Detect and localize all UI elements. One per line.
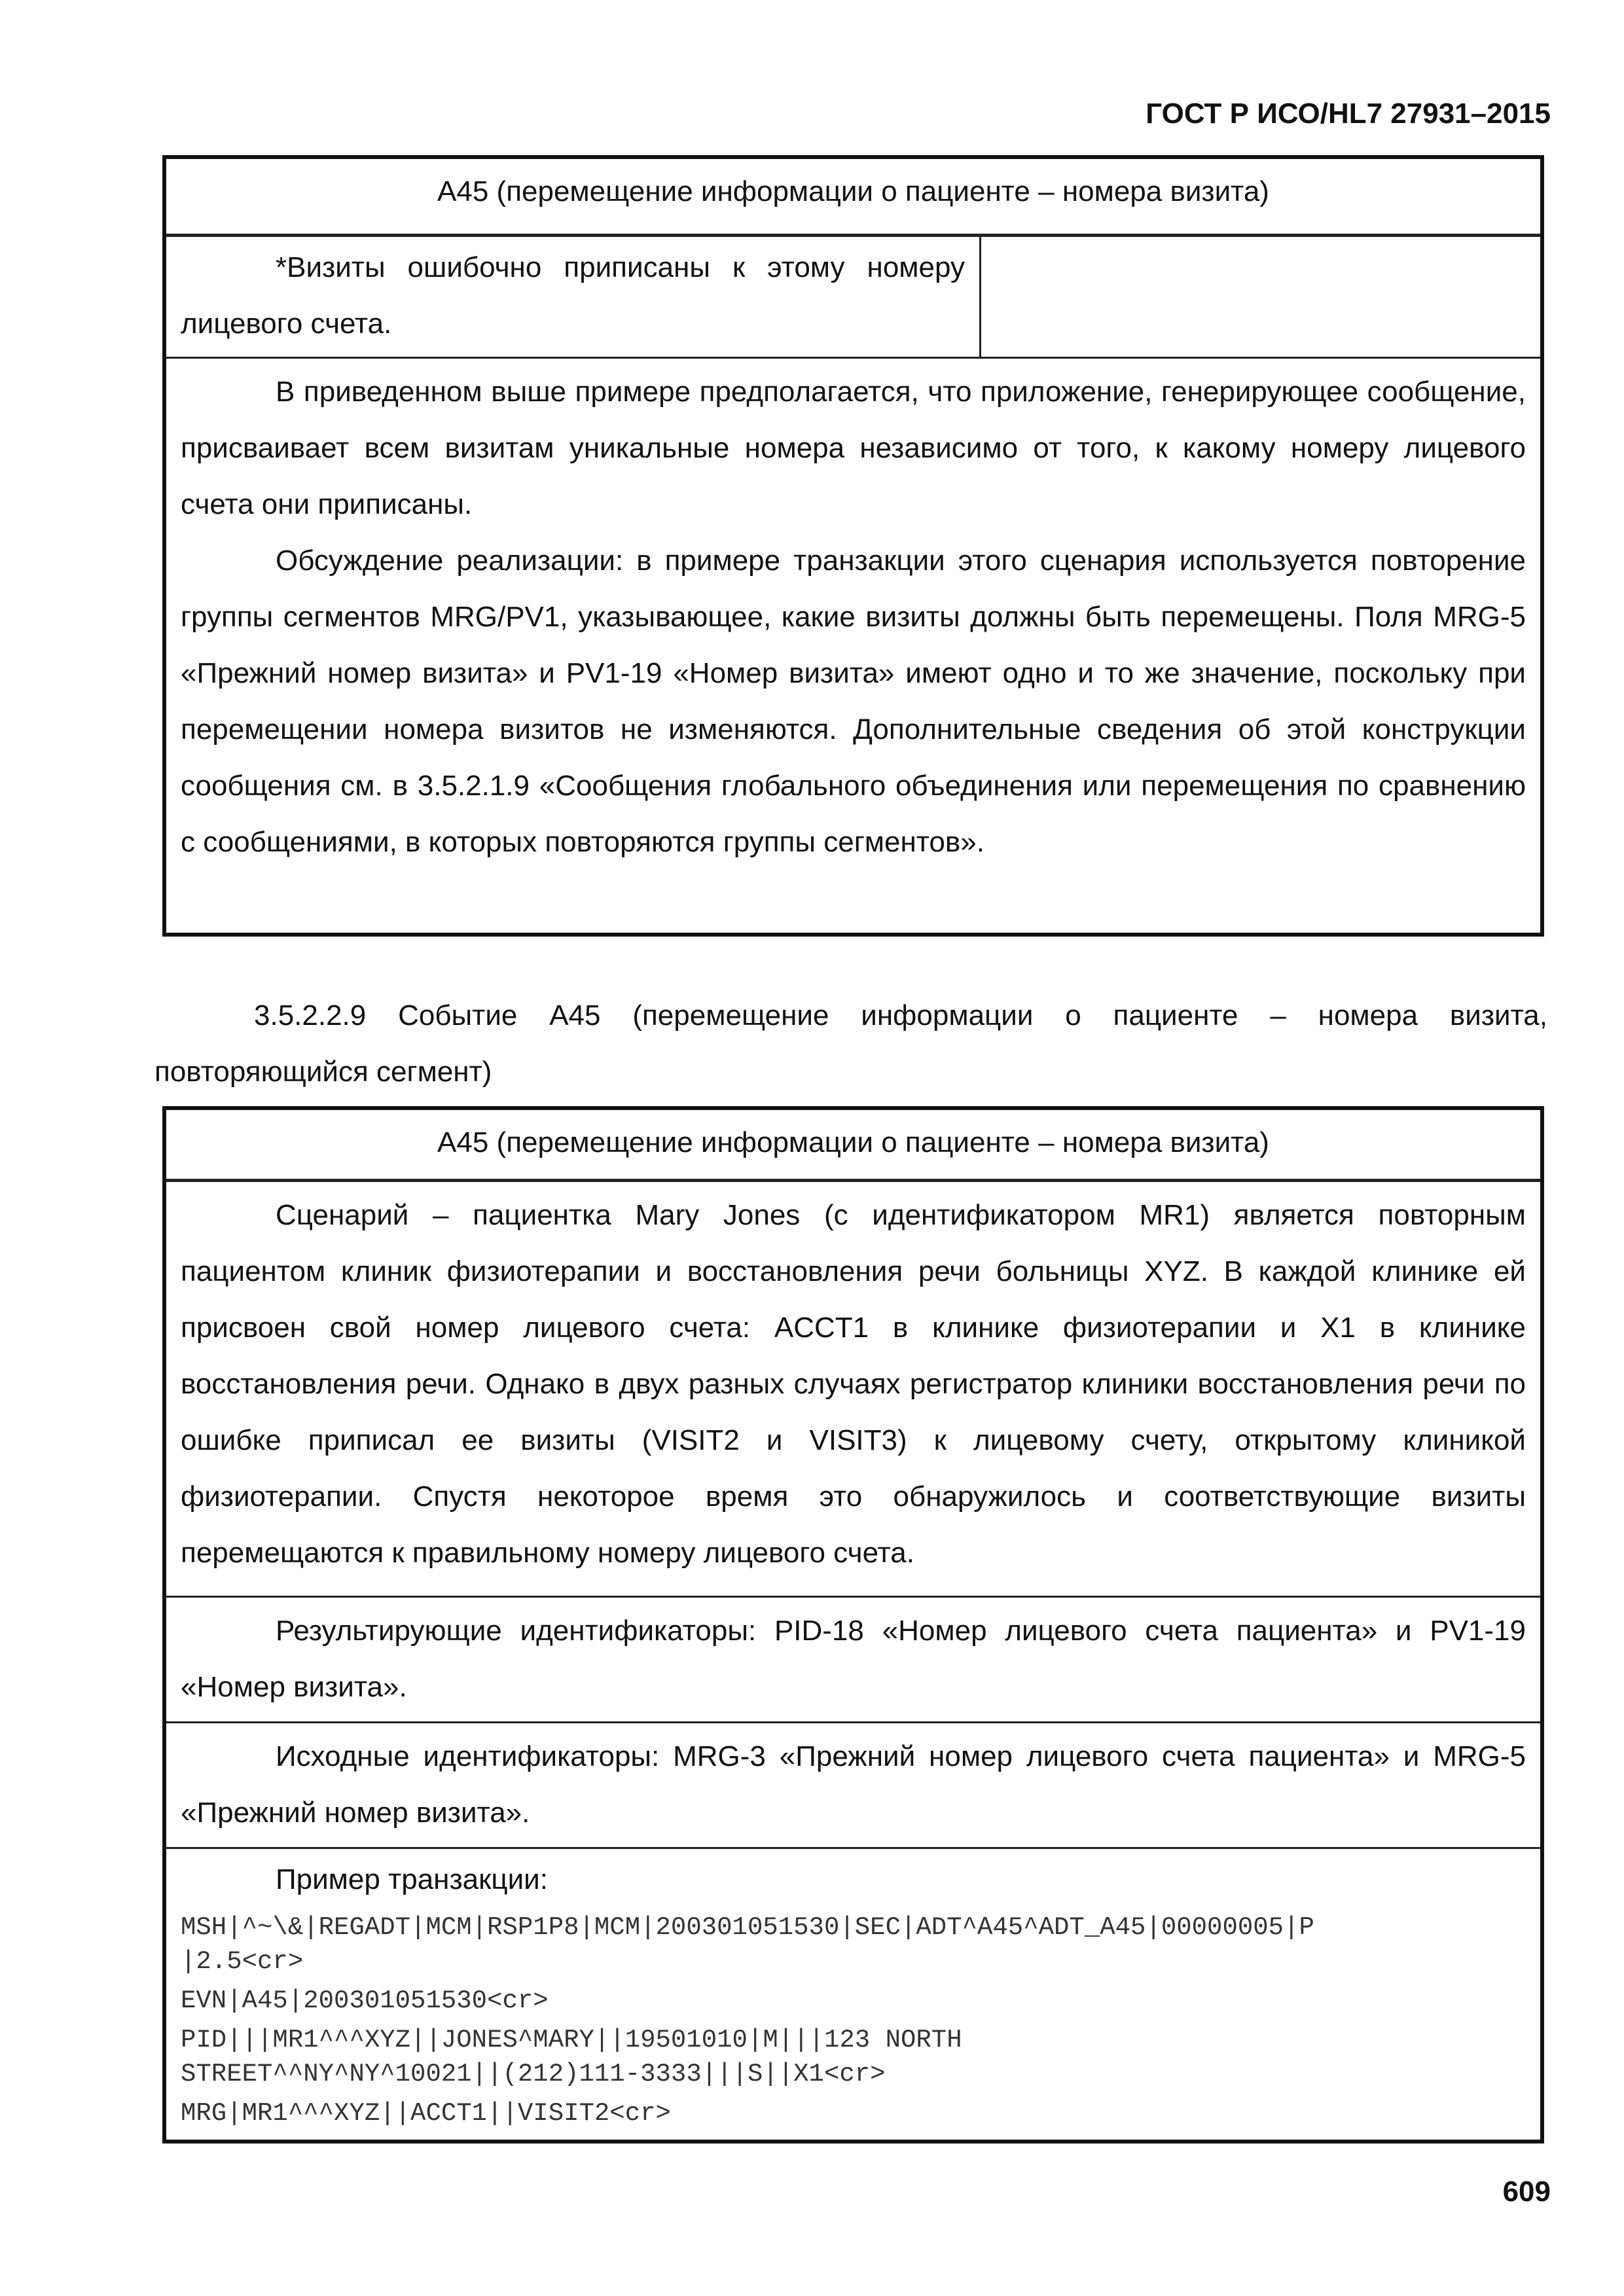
table-1-body (166, 357, 1540, 870)
table-1-empty-cell (981, 237, 1540, 357)
table-2-source-ids-row (166, 1721, 1540, 1847)
scenario-table-2 (162, 1106, 1544, 2144)
table-1-paragraph-2: Обсуждение реализации: в примере транзакции этого сценария используется повторение группы сегментов MRG/PV1, указывающее, какие визиты должны быть перемещены. Поля MRG-5 «Прежний номер визита» и PV1-19 «Номер визита» имеют одно и то же значение, поскольку при перемещении номера визитов не изменяются. Дополнительные сведения об этой конструкции сообщения см. в 3.5.2.1.9 «Сообщения глобального объединения или перемещения по сравнению с сообщениями, в которых повторяются группы сегментов». (181, 545, 1526, 858)
table-2-result-ids-text: Результирующие идентификаторы: PID-18 «Номер лицевого счета пациента» и PV1-19 «Номер визита». (181, 1615, 1526, 1703)
table-2-title: A45 (перемещение информации о пациенте – номера визита) (437, 1126, 1269, 1158)
table-2-scenario-row (166, 1179, 1540, 1596)
table-1-note-cell (166, 237, 981, 357)
table-2-example-label: Пример транзакции: (276, 1863, 548, 1895)
table-1-note-text: *Визиты ошибочно приписаны к этому номеру лицевого счета. (181, 251, 965, 340)
table-1-title: A45 (перемещение информации о пациенте – номера визита) (437, 175, 1269, 207)
code-line: MSH|^~\&|REGADT|MCM|RSP1P8|MCM|200301051530|SEC|ADT^A45^ADT_A45|00000005|P (181, 1913, 1314, 1942)
table-1-note-row (166, 234, 1540, 357)
table-2-scenario-text: Сценарий – пациентка Mary Jones (с идентификатором MR1) является повторным пациентом клиник физиотерапии и восстановления речи больницы XYZ. В каждой клинике ей присвоен свой номер лицевого счета: ACCT1 в клинике физиотерапии и X1 в клинике восстановления речи. Однако в двух разных случаях регистратор клиники восстановления речи по ошибке приписал ее визиты (VISIT2 и VISIT3) к лицевому счету, открытому клиникой физиотерапии. Спустя некоторое время это обнаружилось и соответствующие визиты перемещаются к правильному номеру лицевого счета. (181, 1199, 1526, 1569)
code-line: MRG|MR1^^^XYZ||ACCT1||VISIT2<cr> (181, 2099, 671, 2128)
table-1-paragraph-1: В приведенном выше примере предполагается, что приложение, генерирующее сообщение, присваивает всем визитам уникальные номера независимо от того, к какому номеру лицевого счета они приписаны. (181, 376, 1526, 520)
page-number: 609 (1502, 2176, 1551, 2208)
code-line: STREET^^NY^NY^10021||(212)111-3333|||S||X1<cr> (181, 2060, 886, 2089)
code-line: |2.5<cr> (181, 1947, 304, 1976)
document-code-header: ГОСТ Р ИСО/HL7 27931–2015 (1146, 98, 1551, 130)
section-heading: 3.5.2.2.9 Событие A45 (перемещение информации о пациенте – номера визита, повторяющийся сегмент) (154, 999, 1547, 1088)
code-line: EVN|A45|200301051530<cr> (181, 1986, 549, 2015)
table-2-source-ids-text: Исходные идентификаторы: MRG-3 «Прежний номер лицевого счета пациента» и MRG-5 «Прежний номер визита». (181, 1740, 1526, 1829)
table-2-example-row (166, 1847, 1540, 2130)
scenario-table-1 (162, 155, 1544, 937)
table-2-result-ids-row (166, 1596, 1540, 1721)
transaction-code-block (166, 1910, 1540, 2130)
code-line: PID|||MR1^^^XYZ||JONES^MARY||19501010|M|||123 NORTH (181, 2026, 962, 2054)
